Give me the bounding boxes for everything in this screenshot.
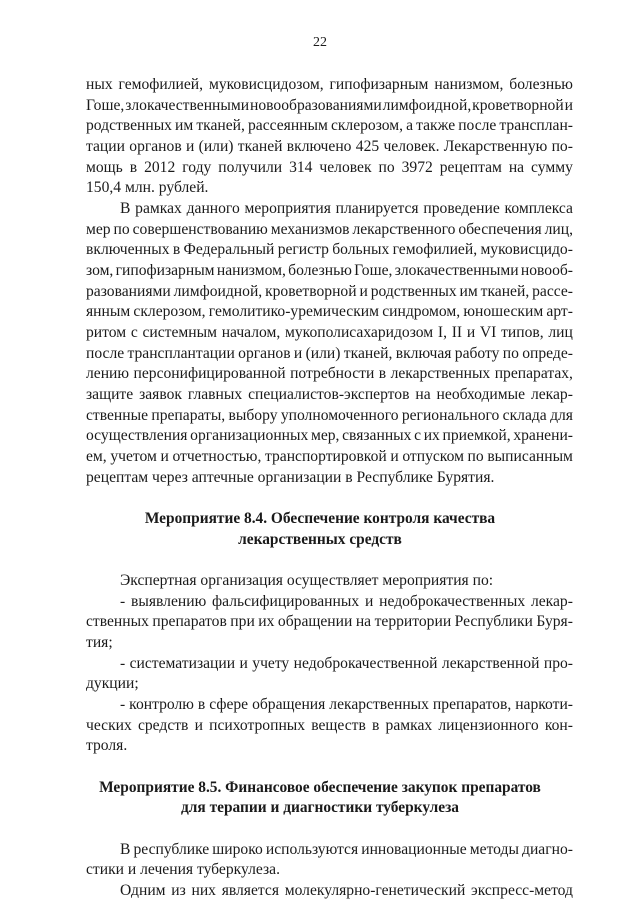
intro-8-4: Экспертная организация осуществляет мероприятия по: (120, 572, 494, 589)
heading-8-5-line: Мероприятие 8.5. Финансовое обеспечение закупок препаратов (99, 779, 541, 796)
list-item-3-line: - контролю в сфере обращения лекарственных препаратов, наркоти- (120, 696, 573, 713)
paragraph-2-line: после трансплантации органов и (или) тканей, включая работу по опреде- (86, 345, 573, 362)
paragraph-2-line: осуществления организационных мер, связанных с их приемкой, хранени- (86, 427, 573, 444)
heading-8-5-line: для терапии и диагностики туберкулеза (181, 799, 459, 816)
list-item-2-line: - систематизации и учету недоброкачественной лекарственной про- (120, 655, 573, 672)
page-number: 22 (313, 35, 327, 50)
list-item-1-line: тия; (86, 634, 113, 651)
paragraph-1-line: мощь в 2012 году получили 314 человек по 3972 рецептам на сумму (86, 159, 573, 176)
paragraph-2-line: зом, гипофизарным нанизмом, болезнью Гоше, злокачественными новооб- (86, 262, 573, 279)
paragraph-1-line: тации органов и (или) тканей включено 425 человек. Лекарственную по- (86, 138, 573, 155)
paragraph-2-line: рецептам через аптечные организации в Республике Бурятия. (86, 469, 495, 486)
paragraph-2-line: разованиями лимфоидной, кроветворной и родственных им тканей, рассе- (86, 283, 573, 300)
paragraph-1-line: ных гемофилией, муковисцидозом, гипофизарным нанизмом, болезнью (86, 76, 573, 93)
paragraph-2-line: защите заявок главных специалистов-экспертов на необходимые лекар- (86, 386, 573, 403)
paragraph-4-line: Одним из них является молекулярно-генетический экспресс-метод (120, 882, 573, 899)
paragraph-2-line: В рамках данного мероприятия планируется проведение комплекса (120, 200, 573, 217)
list-item-1-line: ственных препаратов при их обращении на территории Республики Буря- (86, 613, 573, 630)
paragraph-2-line: включенных в Федеральный регистр больных гемофилией, муковисцидо- (86, 241, 573, 258)
paragraph-2-line: мер по совершенствованию механизмов лекарственного обеспечения лиц, (86, 221, 573, 238)
heading-8-4-line: лекарственных средств (238, 531, 402, 548)
paragraph-2-line: ственные препараты, выбору уполномоченного регионального склада для (86, 407, 573, 424)
list-item-3-line: ческих средств и психотропных веществ в рамках лицензионного кон- (86, 717, 573, 734)
paragraph-3-line: стики и лечения туберкулеза. (86, 861, 280, 878)
list-item-1-line: - выявлению фальсифицированных и недоброкачественных лекар- (120, 593, 573, 610)
heading-8-4-line: Мероприятие 8.4. Обеспечение контроля качества (144, 510, 496, 527)
list-item-2-line: дукции; (86, 675, 139, 692)
paragraph-3-line: В республике широко используются инновационные методы диагно- (120, 841, 573, 858)
paragraph-2-line: лению персонифицированной потребности в лекарственных препаратах, (86, 365, 573, 382)
paragraph-2-line: ем, учетом и отчетностью, транспортировкой и отпуском по выписанным (86, 448, 573, 465)
paragraph-1-line: Гоше, злокачественными новообразованиями лимфоидной, кроветворной и (86, 97, 573, 114)
paragraph-2-line: янным склерозом, гемолитико-уремическим синдромом, юношеским арт- (86, 303, 573, 320)
paragraph-1-line: родственных им тканей, рассеянным склерозом, а также после трансплан- (86, 117, 573, 134)
paragraph-2-line: ритом с системным началом, мукополисахаридозом I, II и VI типов, лиц (86, 324, 573, 341)
list-item-3-line: троля. (86, 737, 128, 754)
paragraph-1-line: 150,4 млн. рублей. (86, 179, 209, 196)
